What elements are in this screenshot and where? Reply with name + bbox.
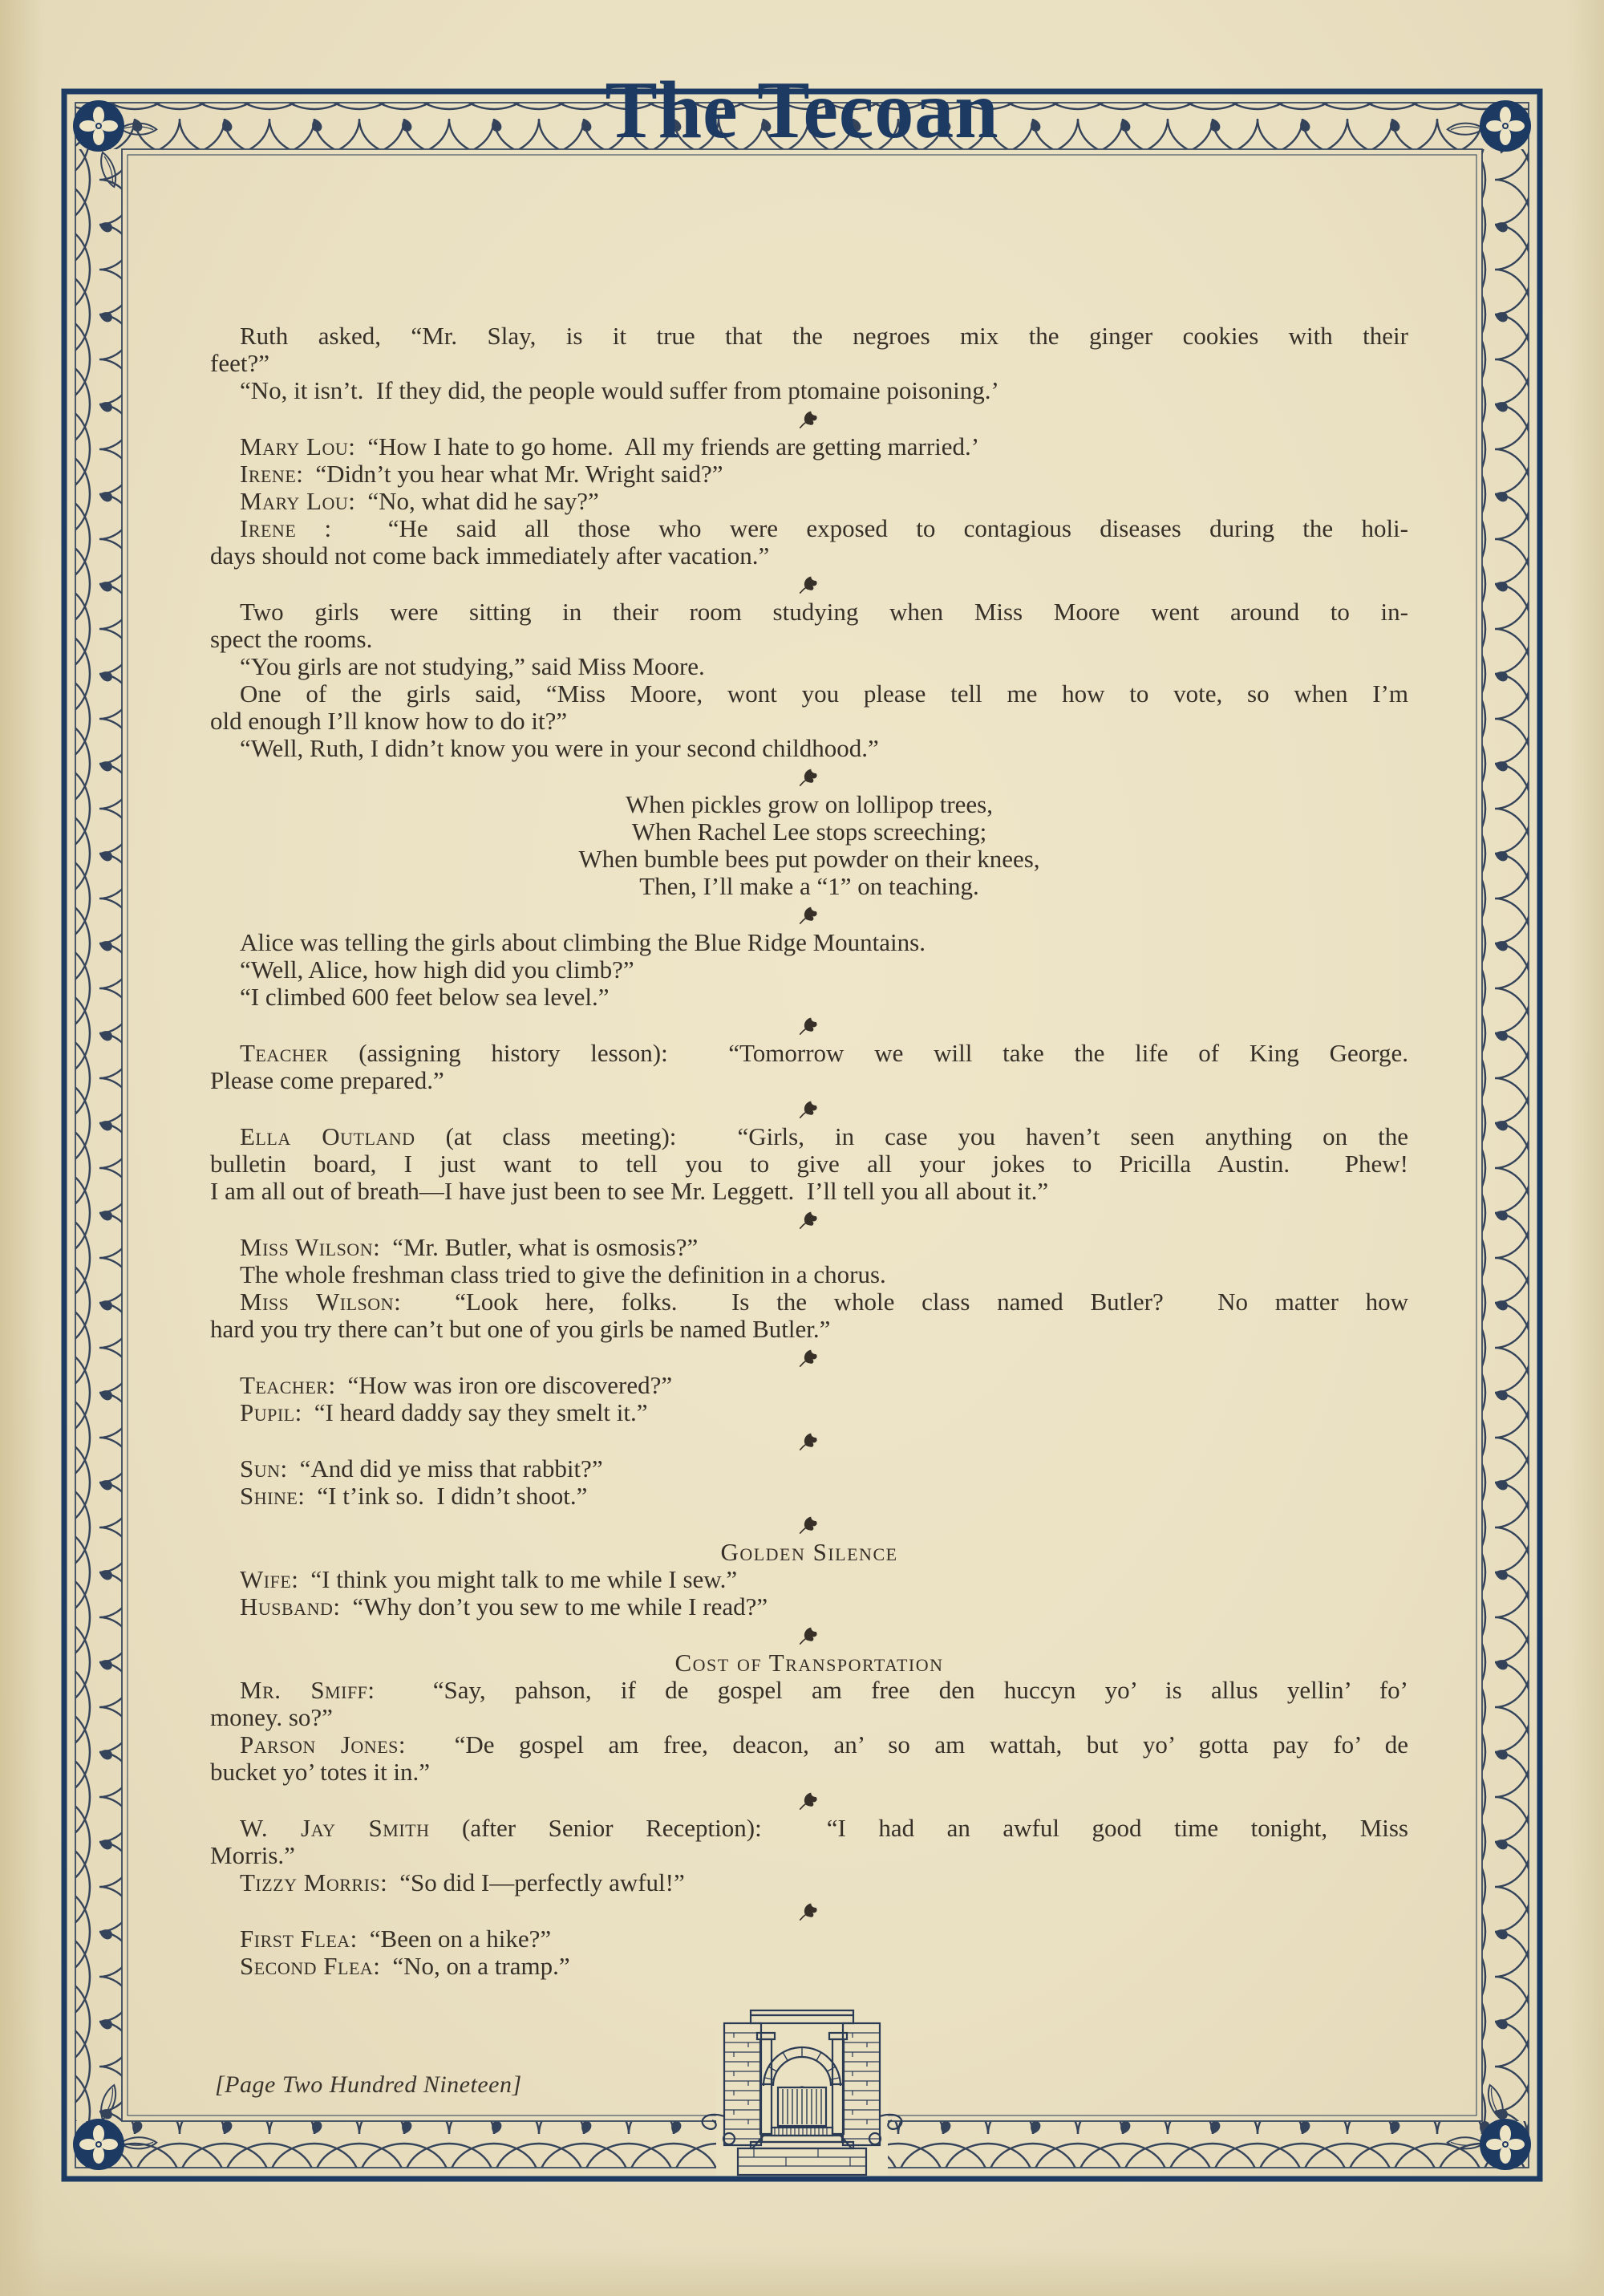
text-line	[210, 708, 1408, 735]
speaker-name: First Flea	[240, 1925, 350, 1953]
text-segment: (assigning history lesson): “Tomorrow we will take the life of King George.	[328, 1039, 1408, 1067]
speaker-name: Sun	[240, 1454, 281, 1483]
text-segment: bucket yo’ totes it in.”	[210, 1758, 431, 1786]
text-line	[210, 322, 1408, 350]
fleuron-ornament	[210, 1205, 1408, 1234]
speaker-name: Shine	[240, 1482, 298, 1510]
text-line	[210, 433, 1408, 460]
text-segment: : “So did I—perfectly awful!”	[380, 1868, 685, 1896]
text-segment: hard you try there can’t but one of you girls be named Butler.”	[210, 1315, 831, 1343]
paragraph	[210, 1925, 1408, 1953]
text-segment: bulletin board, I just want to tell you to give all your jokes to Pricilla Austin. Phew!	[210, 1150, 1408, 1178]
text-segment: days should not come back immediately after vacation.”	[210, 542, 770, 570]
paragraph	[210, 377, 1408, 404]
text-segment: : “Say, pahson, if de gospel am free den huccyn yo’ is allus yellin’ fo’	[367, 1676, 1408, 1704]
speaker-name: Pupil	[240, 1398, 295, 1426]
text-line	[210, 653, 1408, 680]
text-line	[210, 460, 1408, 488]
text-line	[210, 1677, 1408, 1704]
text-segment: : “I heard daddy say they smelt it.”	[294, 1398, 648, 1426]
text-line	[210, 1178, 1408, 1205]
text-segment: “I climbed 600 feet below sea level.”	[240, 983, 610, 1011]
paragraph	[210, 653, 1408, 680]
jokes-text-column	[210, 322, 1408, 1980]
text-line	[210, 1399, 1408, 1426]
text-line	[210, 1566, 1408, 1593]
text-line	[210, 1731, 1408, 1759]
text-segment: One of the girls said, “Miss Moore, wont you please tell me how to vote, so when I’m	[240, 679, 1408, 708]
paragraph	[210, 1483, 1408, 1510]
paragraph	[210, 1731, 1408, 1786]
flower-medallion-icon	[1480, 2119, 1531, 2170]
speaker-name: Husband	[240, 1592, 334, 1621]
paragraph	[210, 1566, 1408, 1593]
speaker-name: Teacher	[240, 1371, 329, 1399]
text-line	[210, 984, 1408, 1011]
fleuron-ornament	[210, 570, 1408, 598]
aldus-leaf-icon	[799, 1431, 820, 1451]
speaker-name: Miss Wilson	[240, 1288, 395, 1316]
text-line	[210, 598, 1408, 626]
text-line	[210, 1925, 1408, 1953]
text-segment: “Well, Alice, how high did you climb?”	[240, 955, 634, 984]
speaker-name: Wife	[240, 1565, 292, 1593]
text-segment: feet?”	[210, 349, 269, 377]
verse-line: When pickles grow on lollipop trees,	[625, 790, 993, 818]
paragraph	[210, 680, 1408, 735]
text-line	[210, 626, 1408, 653]
paragraph	[210, 735, 1408, 762]
fleuron-ornament	[210, 1343, 1408, 1372]
text-line	[210, 1288, 1408, 1316]
speaker-name: Parson Jones	[240, 1730, 399, 1759]
text-line	[210, 1040, 1408, 1067]
aldus-leaf-icon	[799, 574, 820, 594]
verse-stanza	[210, 791, 1408, 900]
text-line	[210, 680, 1408, 708]
text-segment: “You girls are not studying,” said Miss Moore.	[240, 652, 705, 680]
speaker-name: Tizzy Morris	[240, 1868, 381, 1896]
text-line	[210, 1953, 1408, 1980]
fleuron-ornament	[210, 1426, 1408, 1455]
paragraph	[210, 460, 1408, 488]
text-segment: “No, it isn’t. If they did, the people would suffer from ptomaine poisoning.’	[240, 376, 999, 404]
paragraph	[210, 1234, 1408, 1261]
aldus-leaf-icon	[799, 1210, 820, 1230]
paragraph	[210, 1372, 1408, 1399]
fleuron-ornament	[210, 1621, 1408, 1649]
aldus-leaf-icon	[799, 1099, 820, 1119]
text-line	[210, 515, 1408, 542]
text-segment: : “I t’ink so. I didn’t shoot.”	[298, 1482, 588, 1510]
section-heading: Cost of Transportation	[674, 1649, 944, 1677]
text-segment: Alice was telling the girls about climbing the Blue Ridge Mountains.	[240, 928, 926, 956]
aldus-leaf-icon	[799, 905, 820, 925]
aldus-leaf-icon	[799, 409, 820, 429]
text-segment: I am all out of breath—I have just been to see Mr. Leggett. I’ll tell you all about it.”	[210, 1177, 1049, 1205]
paragraph	[210, 1288, 1408, 1343]
fleuron-ornament	[210, 1896, 1408, 1925]
page-title: The Tecoan	[605, 65, 999, 156]
text-segment: : “Look here, folks. Is the whole class named Butler? No matter how	[394, 1288, 1408, 1316]
aldus-leaf-icon	[799, 1515, 820, 1535]
speaker-name: Ella Outland	[240, 1122, 415, 1150]
text-segment: Please come prepared.”	[210, 1066, 444, 1094]
text-line	[210, 488, 1408, 515]
doorway-illustration	[703, 2004, 902, 2176]
fleuron-ornament	[210, 900, 1408, 929]
text-segment: Morris.”	[210, 1841, 295, 1869]
fleuron-ornament	[210, 762, 1408, 791]
paragraph	[210, 1593, 1408, 1621]
text-segment: : “No, what did he say?”	[348, 487, 599, 515]
verse-line: When bumble bees put powder on their knees,	[578, 845, 1040, 873]
text-line	[210, 377, 1408, 404]
paragraph	[210, 488, 1408, 515]
text-segment: : “How was iron ore discovered?”	[328, 1371, 673, 1399]
text-line	[210, 1759, 1408, 1786]
text-segment: spect the rooms.	[210, 625, 373, 653]
text-line	[210, 1483, 1408, 1510]
text-segment: : “I think you might talk to me while I sew.”	[291, 1565, 738, 1593]
text-segment: (after Senior Reception): “I had an awful good time tonight, Miss	[429, 1814, 1408, 1842]
fleuron-ornament	[210, 1510, 1408, 1539]
paragraph	[210, 1399, 1408, 1426]
text-line	[210, 1869, 1408, 1896]
page-number: [Page Two Hundred Nineteen]	[215, 2071, 522, 2098]
verse-line: Then, I’ll make a “1” on teaching.	[639, 872, 979, 900]
text-segment: The whole freshman class tried to give the definition in a chorus.	[240, 1260, 886, 1288]
speaker-name: Teacher	[240, 1039, 329, 1067]
text-line	[210, 1372, 1408, 1399]
text-segment: : “De gospel am free, deacon, an’ so am wattah, but yo’ gotta pay fo’ de	[398, 1730, 1408, 1759]
text-segment: “Well, Ruth, I didn’t know you were in your second childhood.”	[240, 734, 879, 762]
paragraph	[210, 929, 1408, 956]
paragraph	[210, 433, 1408, 460]
text-segment: (at class meeting): “Girls, in case you haven’t seen anything on the	[415, 1122, 1408, 1150]
text-line	[210, 1815, 1408, 1842]
text-segment: : “He said all those who were exposed to contagious diseases during the holi-	[296, 514, 1408, 542]
section-heading: Golden Silence	[720, 1538, 898, 1566]
text-line	[210, 1234, 1408, 1261]
text-line	[210, 1316, 1408, 1343]
text-line	[210, 1842, 1408, 1869]
speaker-name: Irene	[240, 514, 297, 542]
text-segment: : “No, on a tramp.”	[373, 1952, 570, 1980]
speaker-name: Irene	[240, 460, 297, 488]
paragraph	[210, 515, 1408, 570]
text-line	[210, 1704, 1408, 1731]
text-line	[210, 350, 1408, 377]
text-line	[210, 956, 1408, 984]
text-line	[210, 1067, 1408, 1094]
text-line	[210, 1455, 1408, 1483]
text-line	[210, 542, 1408, 570]
text-segment: Ruth asked, “Mr. Slay, is it true that the negroes mix the ginger cookies with their	[240, 322, 1408, 350]
aldus-leaf-icon	[799, 1901, 820, 1921]
paragraph	[210, 1953, 1408, 1980]
paragraph	[210, 1869, 1408, 1896]
aldus-leaf-icon	[799, 1625, 820, 1645]
speaker-name: Miss Wilson	[240, 1233, 374, 1261]
text-segment: : “And did ye miss that rabbit?”	[280, 1454, 603, 1483]
aldus-leaf-icon	[799, 767, 820, 787]
text-segment: money. so?”	[210, 1703, 333, 1731]
speaker-name: Mary Lou	[240, 487, 349, 515]
paragraph	[210, 1123, 1408, 1205]
paragraph	[210, 1040, 1408, 1094]
fleuron-ornament	[210, 404, 1408, 433]
text-line	[210, 1261, 1408, 1288]
fleuron-ornament	[210, 1786, 1408, 1815]
aldus-leaf-icon	[799, 1016, 820, 1036]
fleuron-ornament	[210, 1094, 1408, 1123]
text-line	[210, 929, 1408, 956]
text-segment: : “Mr. Butler, what is osmosis?”	[373, 1233, 699, 1261]
speaker-name: Mr. Smiff	[240, 1676, 368, 1704]
text-line	[210, 1123, 1408, 1150]
paragraph	[210, 322, 1408, 377]
aldus-leaf-icon	[799, 1348, 820, 1368]
fleuron-ornament	[210, 1011, 1408, 1040]
paragraph	[210, 1455, 1408, 1483]
text-line	[210, 1150, 1408, 1178]
text-line	[210, 735, 1408, 762]
verse-line: When Rachel Lee stops screeching;	[631, 817, 987, 846]
speaker-name: Mary Lou	[240, 432, 349, 460]
paragraph	[210, 598, 1408, 653]
paragraph	[210, 984, 1408, 1011]
paragraph	[210, 1815, 1408, 1869]
speaker-name: Second Flea	[240, 1952, 374, 1980]
paragraph	[210, 1677, 1408, 1731]
aldus-leaf-icon	[799, 1791, 820, 1811]
text-segment: : “How I hate to go home. All my friends are getting married.’	[348, 432, 980, 460]
speaker-name: W. Jay Smith	[240, 1814, 430, 1842]
paragraph	[210, 956, 1408, 984]
text-line	[210, 1593, 1408, 1621]
text-segment: : “Didn’t you hear what Mr. Wright said?”	[296, 460, 723, 488]
flower-medallion-icon	[73, 2119, 124, 2170]
text-segment: old enough I’ll know how to do it?”	[210, 707, 568, 735]
text-segment: Two girls were sitting in their room studying when Miss Moore went around to in-	[240, 598, 1408, 626]
text-segment: : “Been on a hike?”	[350, 1925, 552, 1953]
text-segment: : “Why don’t you sew to me while I read?”	[333, 1592, 768, 1621]
paragraph	[210, 1261, 1408, 1288]
